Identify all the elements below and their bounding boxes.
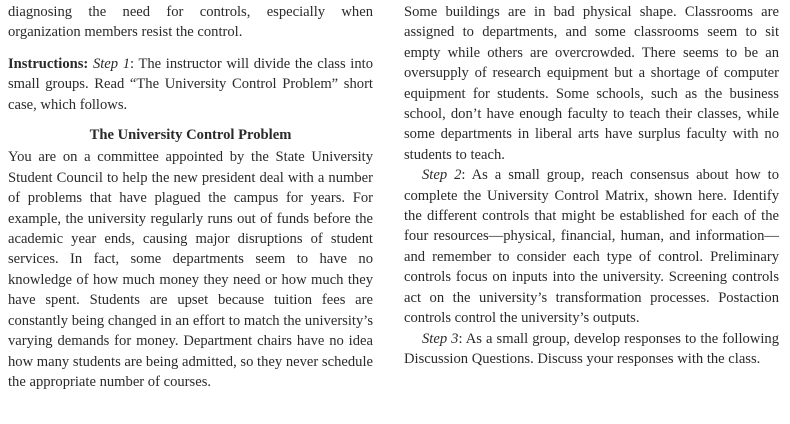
- step2-paragraph: [404, 165, 779, 328]
- step3-label: Step 3: [422, 330, 459, 347]
- step2-label: Step 2: [422, 167, 462, 184]
- right-continuation-paragraph: Some buildings are in bad physical shape. Classrooms are assigned to departments, and some classrooms seem to sit empty while others are overcrowded. There seems to be an oversupply of research equipment but a shortage of computer equipment for students. Some schools, such as the business school, don’t have enough faculty to teach their classes, while some departments in liberal arts have surplus faculty with no students to teach.: [404, 4, 779, 163]
- step1-label: Step 1: [92, 55, 131, 72]
- step3-paragraph: [404, 329, 779, 370]
- step1-text: : The instructor will divide the class into small groups. Read “The University Control Problem” short case, which follows.: [8, 55, 374, 113]
- instructions-label: Instructions:: [8, 55, 89, 72]
- step2-text: : As a small group, reach consensus about how to complete the University Control Matrix, shown here. Identify the different controls that might be established for each of the four resources—physical, financial, human, and information—and remember to consider each type of control. Preliminary controls focus on inputs into the university. Screening controls act on the university’s transformation processes. Postaction controls control the university’s outputs.: [404, 167, 779, 327]
- left-column: [8, 2, 373, 392]
- step3-text: : As a small group, develop responses to the following Discussion Questions. Discuss your responses with the class.: [404, 330, 779, 367]
- instructions-paragraph: [8, 54, 373, 115]
- right-column: [404, 2, 779, 369]
- case-title: The University Control Problem: [89, 127, 292, 144]
- case-paragraph: You are on a committee appointed by the State University Student Council to help the new president deal with a number of problems that have plagued the campus for years. For example, the university regularly runs out of funds before the academic year ends, causing major disruptions of student services. In fact, some departments seem to have no knowledge of how much money they need or how much they have spent. Students are upset because tuition fees are constantly being changed in an effort to match the university’s varying demands for money. Department chairs have no idea how many students are being admitted, so they never schedule the appropriate number of courses.: [8, 149, 373, 390]
- left-continuation-paragraph: diagnosing the need for controls, especially when organization members resist the control.: [8, 4, 373, 41]
